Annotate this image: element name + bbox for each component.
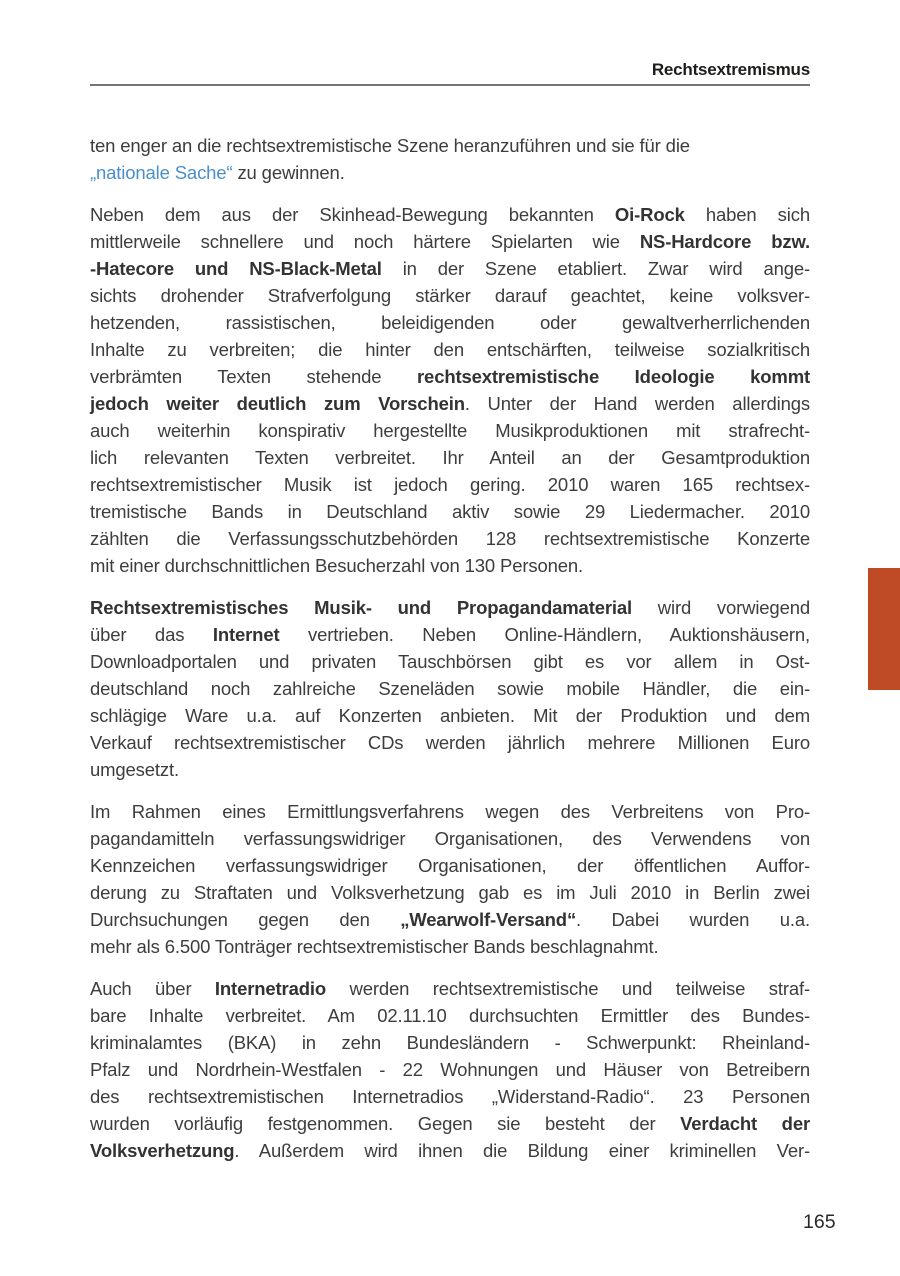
body-text: [90, 132, 810, 1179]
running-header-title: Rechtsextremismus: [651, 60, 810, 79]
paragraph: [90, 594, 810, 783]
text-run: über das: [90, 624, 213, 645]
text-line: [90, 525, 810, 552]
text-run: . Unter der Hand werden allerdings: [464, 393, 810, 414]
paragraph: [90, 798, 810, 960]
text-line: [90, 336, 810, 363]
text-line: [90, 444, 810, 471]
text-line: [90, 471, 810, 498]
text-run: Internetradio: [214, 978, 327, 999]
text-run: . Außerdem wird ihnen die Bildung einer kriminellen Ver-: [234, 1140, 810, 1161]
paragraph: [90, 132, 810, 186]
text-run: haben sich: [684, 204, 810, 225]
text-run: jedoch weiter deutlich zum Vorschein: [90, 393, 465, 414]
text-run: wurden vorläufig festgenommen. Gegen sie besteht der: [90, 1113, 681, 1134]
text-line: [90, 1002, 810, 1029]
text-line: [90, 1029, 810, 1056]
text-run: Volksverhetzung: [90, 1140, 235, 1161]
text-line: [90, 729, 810, 756]
text-line: [90, 159, 810, 186]
text-run: . Dabei wurden u.a.: [576, 909, 810, 930]
text-run: mit einer durchschnittlichen Besucherzahl von 130 Personen.: [90, 555, 583, 576]
glossary-link[interactable]: „nationale Sache“: [90, 162, 233, 183]
text-run: zu gewinnen.: [232, 162, 345, 183]
text-line: [90, 933, 810, 960]
text-line: [90, 594, 810, 621]
text-run: Auch über: [90, 978, 215, 999]
text-run: wird vorwiegend: [632, 597, 810, 618]
text-run: Oi-Rock: [614, 204, 685, 225]
text-line: [90, 852, 810, 879]
text-run: „Wearwolf-Versand“: [400, 909, 577, 930]
text-run: Internet: [212, 624, 280, 645]
text-run: vertrieben. Neben Online-Händlern, Auktionshäusern,: [279, 624, 810, 645]
paragraph: [90, 975, 810, 1164]
text-line: [90, 675, 810, 702]
text-run: derung zu Straftaten und Volksverhetzung gab es im Juli 2010 in Berlin zwei: [90, 882, 810, 903]
text-run: kriminalamtes (BKA) in zehn Bundesländern - Schwerpunkt: Rheinland-: [90, 1032, 810, 1053]
text-run: sichts drohender Strafverfolgung stärker darauf geachtet, keine volksver-: [90, 285, 810, 306]
text-run: Im Rahmen eines Ermittlungsverfahrens wegen des Verbreitens von Pro-: [90, 801, 810, 822]
text-run: Rechtsextremistisches Musik- und Propagandamaterial: [90, 597, 633, 618]
paragraph: [90, 201, 810, 579]
text-run: ten enger an die rechtsextremistische Szene heranzuführen und sie für die: [90, 135, 690, 156]
text-line: [90, 975, 810, 1002]
text-line: [90, 621, 810, 648]
text-line: [90, 756, 810, 783]
header-rule: [90, 84, 810, 86]
page-number: 165: [803, 1211, 836, 1233]
text-run: des rechtsextremistischen Internetradios „Widerstand-Radio“. 23 Personen: [90, 1086, 810, 1107]
text-run: auch weiterhin konspirativ hergestellte Musikproduktionen mit strafrecht-: [90, 420, 810, 441]
text-line: [90, 282, 810, 309]
text-line: [90, 702, 810, 729]
text-run: schlägige Ware u.a. auf Konzerten anbieten. Mit der Produktion und dem: [90, 705, 810, 726]
text-line: [90, 825, 810, 852]
text-run: mittlerweile schnellere und noch härtere Spielarten wie: [90, 231, 640, 252]
text-run: in der Szene etabliert. Zwar wird ange-: [381, 258, 811, 279]
text-line: [90, 255, 810, 282]
text-line: [90, 906, 810, 933]
text-line: [90, 132, 810, 159]
text-run: Verkauf rechtsextremistischer CDs werden jährlich mehrere Millionen Euro: [90, 732, 810, 753]
text-run: mehr als 6.500 Tonträger rechtsextremistischer Bands beschlagnahmt.: [90, 936, 659, 957]
text-run: Durchsuchungen gegen den: [90, 909, 401, 930]
text-run: Downloadportalen und privaten Tauschbörsen gibt es vor allem in Ost-: [90, 651, 810, 672]
text-line: [90, 201, 810, 228]
text-run: lich relevanten Texten verbreitet. Ihr Anteil an der Gesamtproduktion: [90, 447, 810, 468]
text-line: [90, 498, 810, 525]
text-run: NS-Hardcore bzw.: [639, 231, 810, 252]
text-run: rechtsextremistische Ideologie kommt: [417, 366, 811, 387]
text-line: [90, 390, 810, 417]
text-run: -Hatecore und NS-Black-Metal: [90, 258, 382, 279]
text-run: tremistische Bands in Deutschland aktiv sowie 29 Liedermacher. 2010: [90, 501, 810, 522]
text-run: bare Inhalte verbreitet. Am 02.11.10 durchsuchten Ermittler des Bundes-: [90, 1005, 810, 1026]
text-run: zählten die Verfassungsschutzbehörden 128 rechtsextremistische Konzerte: [90, 528, 810, 549]
text-run: rechtsextremistischer Musik ist jedoch gering. 2010 waren 165 rechtsex-: [90, 474, 810, 495]
text-line: [90, 363, 810, 390]
text-line: [90, 1110, 810, 1137]
chapter-thumb-tab: [868, 568, 900, 690]
text-run: verbrämten Texten stehende: [90, 366, 417, 387]
text-line: [90, 1056, 810, 1083]
text-run: umgesetzt.: [90, 759, 179, 780]
text-run: hetzenden, rassistischen, beleidigenden oder gewaltverherrlichenden: [90, 312, 810, 333]
text-run: Verdacht der: [680, 1113, 811, 1134]
text-line: [90, 648, 810, 675]
text-run: deutschland noch zahlreiche Szeneläden sowie mobile Händler, die ein-: [90, 678, 810, 699]
text-run: Neben dem aus der Skinhead-Bewegung bekannten: [90, 204, 615, 225]
text-run: Kennzeichen verfassungswidriger Organisationen, der öffentlichen Auffor-: [90, 855, 810, 876]
text-line: [90, 417, 810, 444]
text-line: [90, 879, 810, 906]
text-run: werden rechtsextremistische und teilweise straf-: [326, 978, 810, 999]
text-run: pagandamitteln verfassungswidriger Organisationen, des Verwendens von: [90, 828, 810, 849]
text-run: Inhalte zu verbreiten; die hinter den entschärften, teilweise sozialkritisch: [90, 339, 810, 360]
text-line: [90, 1083, 810, 1110]
text-line: [90, 228, 810, 255]
text-line: [90, 798, 810, 825]
text-line: [90, 1137, 810, 1164]
text-run: Pfalz und Nordrhein-Westfalen - 22 Wohnungen und Häuser von Betreibern: [90, 1059, 810, 1080]
text-line: [90, 309, 810, 336]
text-line: [90, 552, 810, 579]
